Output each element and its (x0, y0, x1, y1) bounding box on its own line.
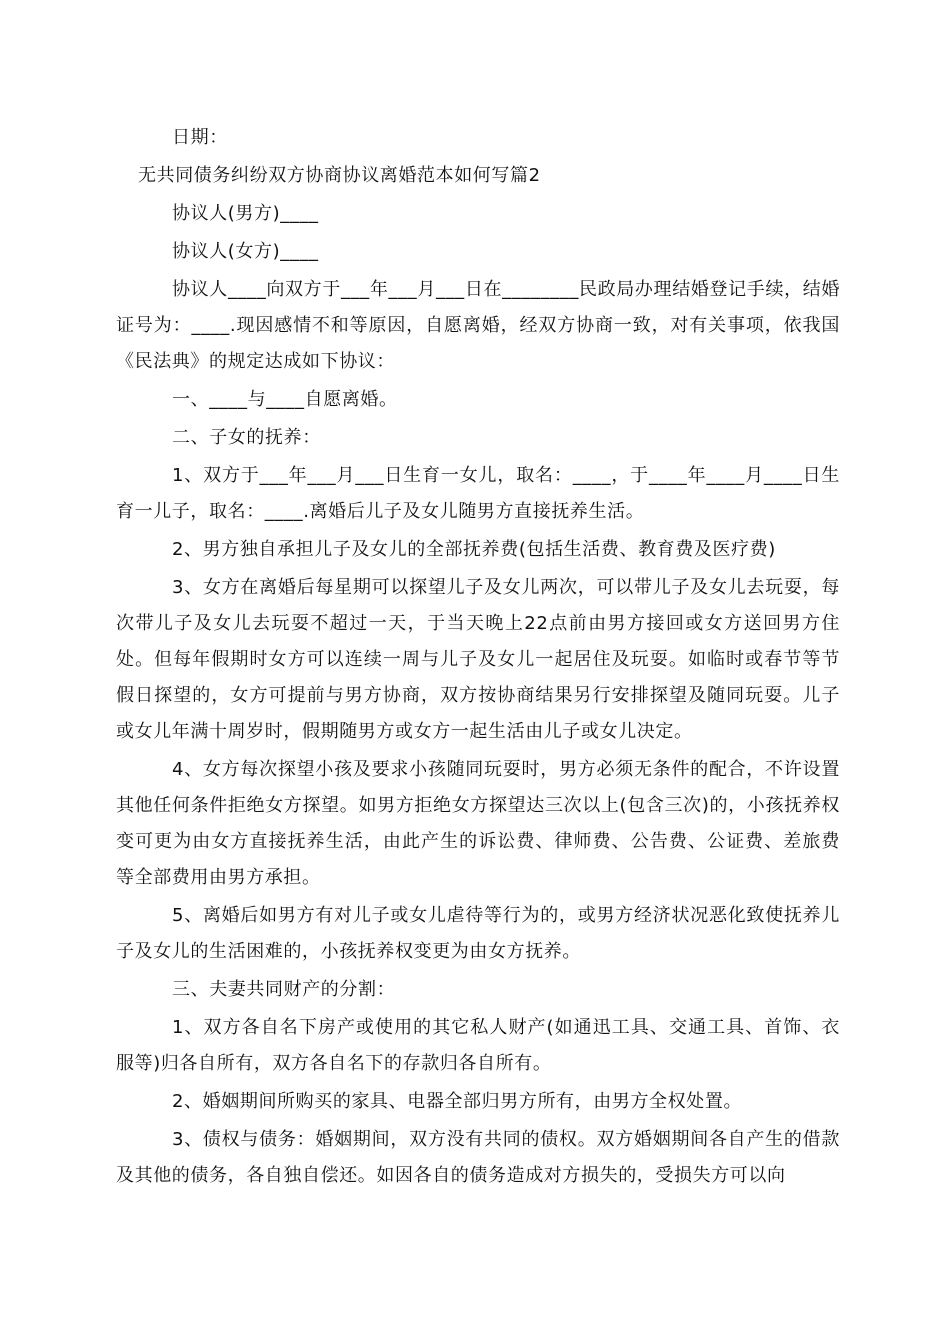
document-body (116, 120, 840, 1196)
custody-item-5: 5、离婚后如男方有对儿子或女儿虐待等行为的，或男方经济状况恶化致使抚养儿子及女儿的生活困难的，小孩抚养权变更为由女方抚养。 (116, 905, 840, 962)
party-female-line: 协议人(女方)____ (172, 241, 319, 262)
custody-item-3: 3、女方在离婚后每星期可以探望儿子及女儿两次，可以带儿子及女儿去玩耍，每次带儿子及女儿去玩耍不超过一天，于当天晚上22点前由男方接回或女方送回男方住处。但每年假期时女方可以连续一周与儿子及女儿一起居住及玩耍。如临时或春节等节假日探望的，女方可提前与男方协商，双方按协商结果另行安排探望及随同玩耍。儿子或女儿年满十周岁时，假期随男方或女方一起生活由儿子或女儿决定。 (116, 577, 840, 742)
clause-1-divorce: 一、____与____自愿离婚。 (172, 389, 398, 410)
section-heading-property: 三、夫妻共同财产的分割： (172, 979, 396, 1000)
custody-item-4: 4、女方每次探望小孩及要求小孩随同玩耍时，男方必须无条件的配合，不许设置其他任何条件拒绝女方探望。如男方拒绝女方探望达三次以上(包含三次)的，小孩抚养权变可更为由女方直接抚养生活，由此产生的诉讼费、律师费、公告费、公证费、差旅费等全部费用由男方承担。 (116, 759, 840, 888)
property-item-3: 3、债权与债务：婚姻期间，双方没有共同的债权。双方婚姻期间各自产生的借款及其他的债务，各自独自偿还。如因各自的债务造成对方损失的，受损失方可以向 (116, 1129, 840, 1186)
property-item-2: 2、婚姻期间所购买的家具、电器全部归男方所有，由男方全权处置。 (172, 1091, 743, 1112)
property-item-1: 1、双方各自名下房产或使用的其它私人财产(如通迅工具、交通工具、首饰、衣服等)归各自所有，双方各自名下的存款归各自所有。 (116, 1017, 840, 1074)
custody-item-1: 1、双方于___年___月___日生育一女儿，取名：____，于____年____月____日生育一儿子，取名：____.离婚后儿子及女儿随男方直接抚养生活。 (116, 465, 840, 522)
party-male-line: 协议人(男方)____ (172, 203, 319, 224)
date-label: 日期： (172, 127, 228, 148)
document-title: 无共同债务纠纷双方协商协议离婚范本如何写篇2 (138, 165, 541, 186)
preamble-paragraph: 协议人____向双方于___年___月___日在________民政局办理结婚登记手续，结婚证号为：____.现因感情不和等原因，自愿离婚，经双方协商一致，对有关事项，依我国《民法典》的规定达成如下协议： (116, 279, 840, 372)
section-heading-custody: 二、子女的抚养： (172, 427, 321, 448)
custody-item-2: 2、男方独自承担儿子及女儿的全部抚养费(包括生活费、教育费及医疗费) (172, 539, 776, 560)
